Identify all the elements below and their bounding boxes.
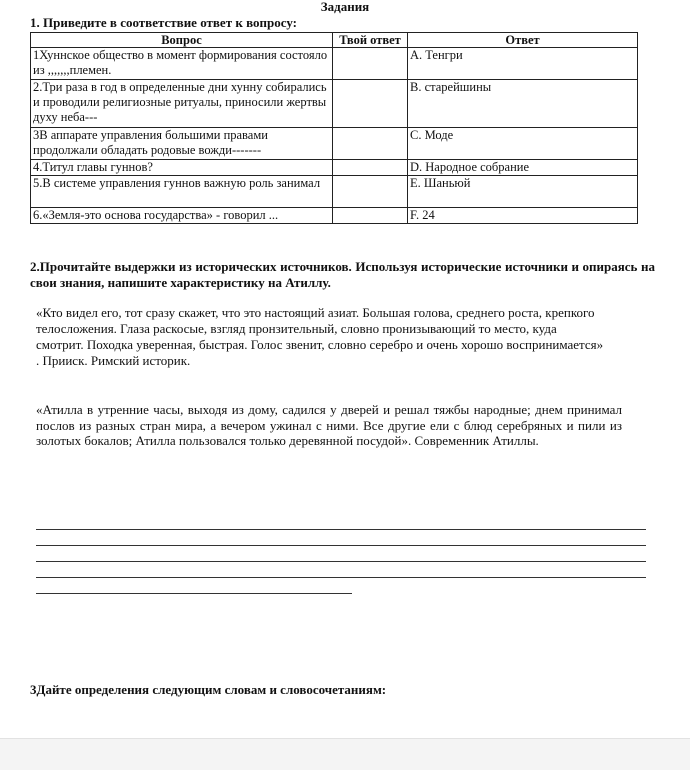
answer-option-cell: E. Шаньюй	[408, 176, 638, 208]
answer-line[interactable]	[36, 546, 646, 562]
table-row	[31, 176, 638, 208]
header-question: Вопрос	[31, 33, 333, 48]
answer-option-cell: A. Тенгри	[408, 48, 638, 80]
question-cell: 5.В системе управления гуннов важную роль занимал	[31, 176, 333, 208]
table-row	[31, 80, 638, 128]
matching-table	[30, 32, 638, 224]
header-answer: Ответ	[408, 33, 638, 48]
source-quote-2: «Атилла в утренние часы, выходя из дому, садился у дверей и решал тяжбы народные; днем принимал послов из разных стран мира, а вечером ужинал с ними. Все другие ели с блюд серебряных и пили из золотых бокалов; Атилла пользовался только деревянной посудой». Современник Атиллы.	[36, 402, 622, 448]
table-row	[31, 48, 638, 80]
answer-option-cell: F. 24	[408, 208, 638, 224]
your-answer-cell[interactable]	[333, 160, 408, 176]
table-row	[31, 208, 638, 224]
table-header-row	[31, 33, 638, 48]
bottom-bar	[0, 738, 690, 770]
task3-heading: 3Дайте определения следующим словам и словосочетаниям:	[30, 682, 387, 697]
answer-line[interactable]	[36, 578, 352, 594]
table-row	[31, 128, 638, 160]
answer-option-cell: C. Моде	[408, 128, 638, 160]
answer-line[interactable]	[36, 562, 646, 578]
answer-option-cell: B. старейшины	[408, 80, 638, 128]
answer-line[interactable]	[36, 514, 646, 530]
question-cell: 4.Титул главы гуннов?	[31, 160, 333, 176]
your-answer-cell[interactable]	[333, 80, 408, 128]
question-cell: 6.«Земля-это основа государства» - говорил ...	[31, 208, 333, 224]
question-cell: 2.Три раза в год в определенные дни хунну собирались и проводили религиозные ритуалы, приносили жертвы духу неба---	[31, 80, 333, 128]
task2-heading: 2.Прочитайте выдержки из исторических источников. Используя исторические источники и опираясь на свои знания, напишите характеристику на Атиллу.	[30, 259, 655, 290]
your-answer-cell[interactable]	[333, 176, 408, 208]
task1-heading: 1. Приведите в соответствие ответ к вопросу:	[30, 15, 297, 30]
source-quote-1: «Кто видел его, тот сразу скажет, что это настоящий азиат. Большая голова, среднего роста, крепкого телосложения. Глаза раскосые, взгляд пронзительный, словно пронизывающий то место, куда смотрит. Походка уверенная, быстрая. Голос звенит, словно серебро и очень хорошо воспринимается» . Прииск. Римский историк.	[36, 305, 604, 368]
answer-option-cell: D. Народное собрание	[408, 160, 638, 176]
header-your-answer: Твой ответ	[333, 33, 408, 48]
answer-lines[interactable]	[36, 514, 646, 594]
your-answer-cell[interactable]	[333, 208, 408, 224]
question-cell: 3В аппарате управления большими правами продолжали обладать родовые вожди-------	[31, 128, 333, 160]
your-answer-cell[interactable]	[333, 128, 408, 160]
table-row	[31, 160, 638, 176]
answer-line[interactable]	[36, 530, 646, 546]
question-cell: 1Хуннское общество в момент формирования состояло из ,,,,,,,племен.	[31, 48, 333, 80]
document-title: Задания	[320, 0, 370, 14]
your-answer-cell[interactable]	[333, 48, 408, 80]
